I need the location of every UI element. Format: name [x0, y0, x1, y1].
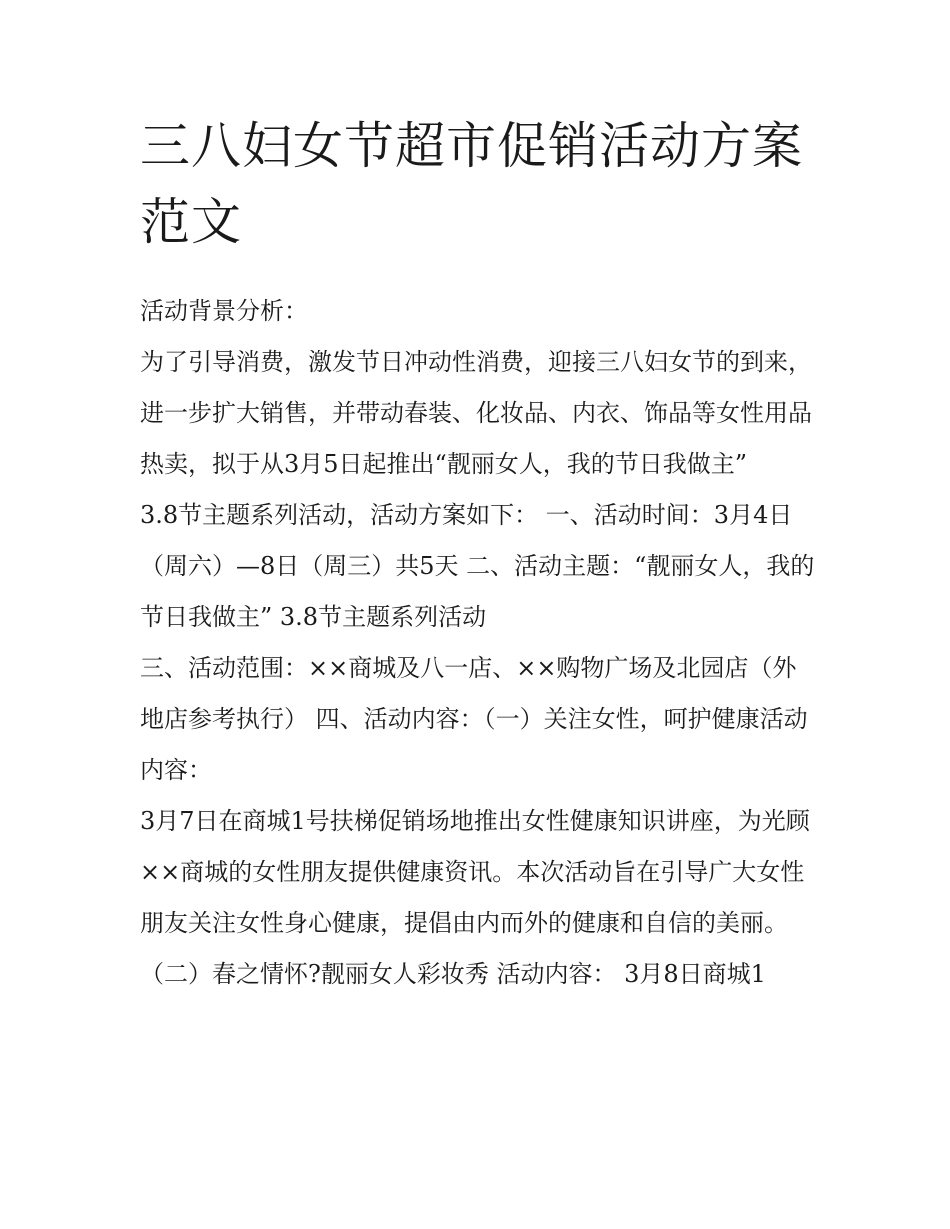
document-title: 三八妇女节超市促销活动方案范文 — [140, 117, 803, 251]
paragraph-background-heading: 活动背景分析： — [140, 297, 308, 325]
paragraph-makeup-show: （二）春之情怀?靓丽女人彩妆秀 活动内容： 3月8日商城1 — [140, 960, 766, 988]
document-page — [140, 108, 820, 1000]
paragraph-health-lecture: 3月7日在商城1号扶梯促销场地推出女性健康知识讲座，为光顾××商城的女性朋友提供健康资讯。本次活动旨在引导广大女性朋友关注女性身心健康，提倡由内而外的健康和自信的美丽。 — [140, 807, 810, 937]
paragraph-scope-content: 三、活动范围：××商城及八一店、××购物广场及北园店（外地店参考执行） 四、活动内容：（一）关注女性，呵护健康活动内容： — [140, 654, 808, 784]
paragraph-background-body: 为了引导消费，激发节日冲动性消费，迎接三八妇女节的到来，进一步扩大销售，并带动春装、化妆品、内衣、饰品等女性用品热卖，拟于从3月5日起推出“靓丽女人，我的节日我做主” — [140, 348, 812, 478]
paragraph-time-theme: 3.8节主题系列活动，活动方案如下： 一、活动时间：3月4日（周六）—8日（周三）共5天 二、活动主题：“靓丽女人，我的节日我做主” 3.8节主题系列活动 — [140, 501, 815, 631]
